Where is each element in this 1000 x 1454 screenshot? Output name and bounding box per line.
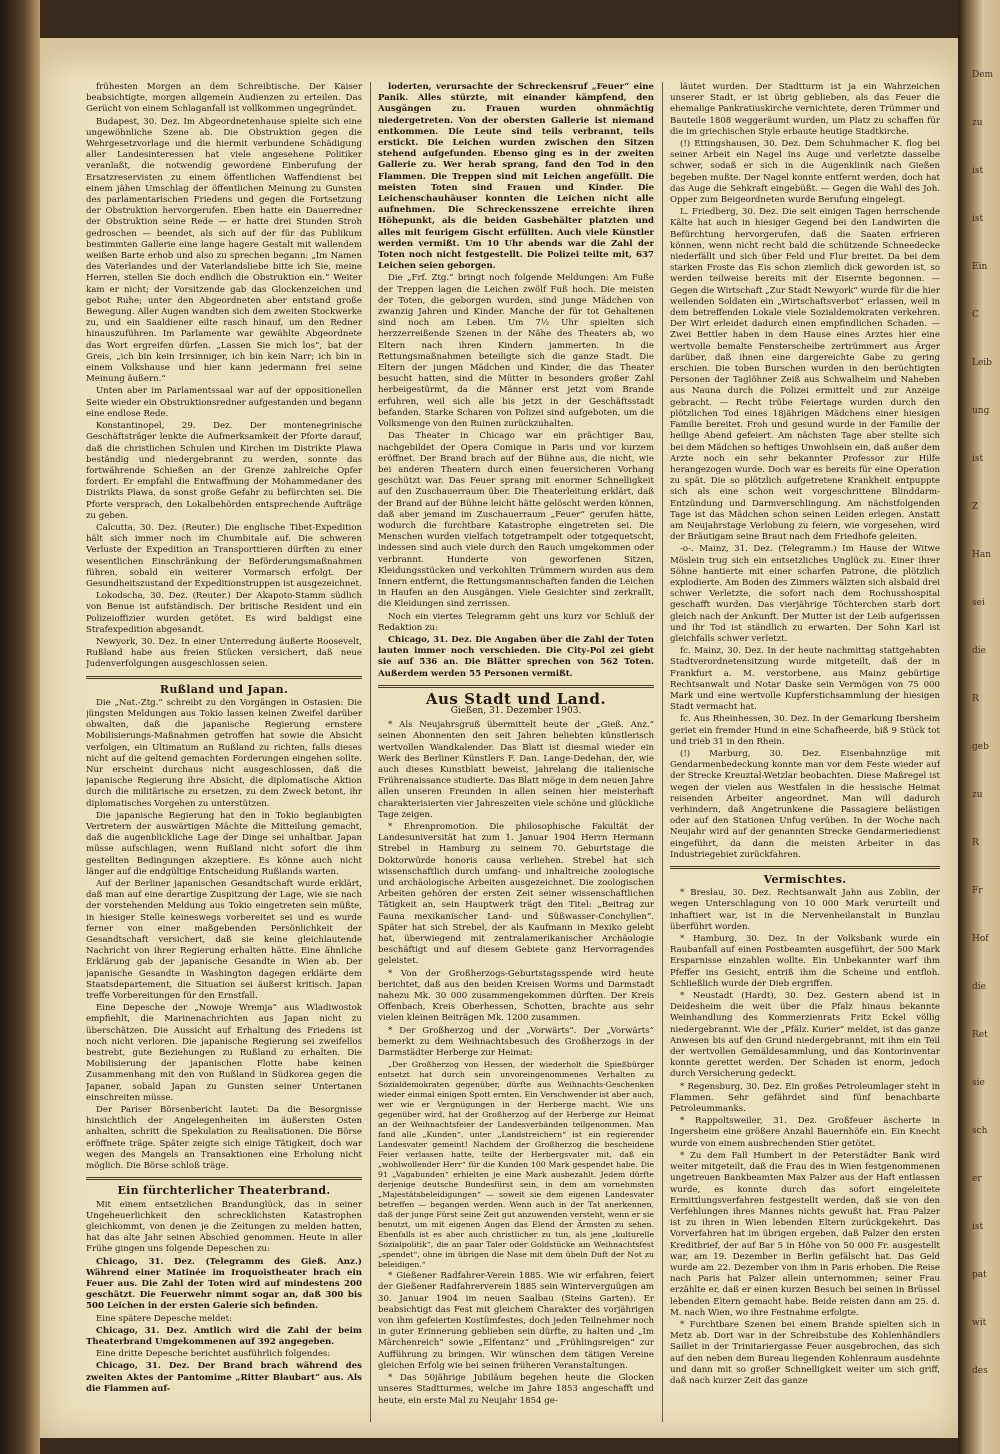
article-mainz-1: -o-. Mainz, 31. Dez. (Telegramm.) Im Hause der Witwe Möslein trug sich ein entsetzliches Unglück zu. Einer ihrer Söhne hantierte mit einer scharfen Patrone, die plötzlich explodierte. Am Boden des Zimmers wälzten sich alsbald drei schwer Verletzte, die sofort nach dem Rochusshospital geschafft wurden. Das vierjährige Töchterchen starb dort gleich nach der Ankunft. Der Mutter ist der Leib aufgerissen und ihr Tod ist ständlich zu erwarten. Der Sohn Karl ist gleichfalls schwer verletzt. — [670, 544, 940, 644]
article-marburg: (!) Marburg, 30. Dez. Eisenbahnzüge mit Gendarmenbedeckung konnte man vor dem Feste wieder auf der Strecke Kreuztal-Wetzlar beobachten. Diese Maßregel ist wegen der vielen aus Westfalen in die hessische Heimat reisenden Arbeiter angeordnet. Man will dadurch verhindern, daß Angetrunkene die Passagiere belästigen oder auf den Stationen Unfug verüben. In der Woche nach Neujahr wird auf der genannten Strecke Gendarmeriedienst eingeführt, da dann die meisten Arbeiter in das Industriegebiet zurückfahren. — [670, 748, 940, 860]
article-rheinhessen: fc. Aus Rheinhessen, 30. Dez. In der Gemarkung Ibersheim geriet ein fremder Hund in eine Schafheerde, biß 9 Stück tot und trieb 31 in den Rhein. — [670, 714, 940, 747]
headline-vermischtes: Vermischtes. — [763, 873, 847, 887]
edge-text-fragment: sei — [972, 598, 985, 608]
column-1 — [86, 82, 362, 1422]
edge-text-fragment: Hof — [972, 934, 989, 944]
edge-text-fragment: Ret — [972, 1030, 988, 1040]
edge-text-fragment: wit — [972, 1318, 987, 1328]
article-hamburg: * Hamburg, 30. Dez. In der Volksbank wurde ein Raubanfall auf einen Postbeamten ausgeführt, der 500 Mark Ersparnisse einzahlen wollte. Ein Unbekannter warf ihm Pfeffer ins Gesicht, entriß ihm die Scheine und entfloh. Schließlich wurde der Dieb ergriffen. — [670, 934, 940, 989]
edge-text-fragment: Dem — [972, 70, 994, 80]
edge-text-fragment: C — [972, 310, 979, 320]
edge-text-fragment: geb — [972, 742, 989, 752]
headline-theater-fire: Ein fürchterlicher Theaterbrand. — [117, 1184, 331, 1198]
article-vorwaerts: * Der Großherzog und der „Vorwärts“. Der „Vorwärts“ bemerkt zu dem Weihnachtsbesuch des Großherzogs in der Darmstädter Herberge zur Heimat: — [378, 1025, 654, 1059]
edge-text-fragment: des — [972, 1366, 988, 1376]
section-divider — [670, 866, 940, 869]
telegram-chicago-4: Chicago, 31. Dez. Die Angaben über die Zahl der Toten lauten immer noch verschieden. Die City-Pol zei giebt sie auf 536 an. Die Blätter sprechen von 562 Toten. Außerdem werden 55 Personen vermißt. — [378, 634, 654, 679]
edge-text-fragment: ist — [972, 166, 984, 176]
telegram-chicago-1: Chicago, 31. Dez. (Telegramm des Gieß. Anz.) Während einer Matinée im Iroquoistheater brach ein Feuer aus. Die Zahl der Toten wird auf mindestens 200 geschätzt. Die Feuerwehr nimmt sogar an, daß 300 bis 500 Leichen in der ersten Galerie sich befinden. — [86, 1256, 362, 1312]
telegram-chicago-2: Chicago, 31. Dez. Amtlich wird die Zahl der beim Theaterbrand Umgekommenen auf 392 angegeben. — [86, 1325, 362, 1347]
article-mainz-2: fc. Mainz, 30. Dez. In der heute nachmittag stattgehabten Stadtverordnetensitzung wurde mitgeteilt, daß der in Frankfurt a. M. verstorbene, aus Mainz gebürtige Rechtsanwalt und Notar Daske sein Vermögen von 75 000 Mark und eine wertvolle Kupferstichsammlung der hiesigen Stadt vermacht hat. — [670, 646, 940, 713]
edge-text-fragment: ist — [972, 214, 984, 224]
section-divider — [86, 676, 362, 679]
edge-text-fragment: er — [972, 1174, 982, 1184]
edge-text-fragment: zu — [972, 790, 983, 800]
edge-text-fragment: Han — [972, 550, 992, 560]
column-rule — [662, 82, 663, 1422]
article-budapest-cont: Unten aber im Parlamentssaal war auf der oppositionellen Seite wieder ein Obstruktionsredner aufgestanden und begann eine endlose Rede. — [86, 386, 362, 419]
article-friedberg: L. Friedberg, 30. Dez. Die seit einigen Tagen herrschende Kälte hat auch in hiesiger Gegend bei den Landwirten die Befürchtung hervorgerufen, daß die Saaten erfrieren können, wenn nicht recht bald die schützende Schneedecke niederfällt und sich über Feld und Flur breitet. Da bei dem starken Froste das Eis schon ziemlich dick geworden ist, so werden teilweise bereits mit der Eisernte begonnen. — Gegen die Wirtschaft „Zur Stadt Newyork“ wurde für die hier weilenden Soldaten ein „Wirtschaftsverbot“ erlassen, weil in dem betreffenden Lokale viele Sozialdemokraten verkehren. Der Wirt erleidet dadurch einen empfindlichen Schaden. — Zwei Bettler haben in dem Hause eines Arztes hier eine wertvolle bemalte Fensterscheibe zertrümmert aus Ärger darüber, daß ihnen eine dargereichte Gabe zu gering erschien. Die toben Burschen wurden in den berüchtigten Personen der Taglöhner Zeiß aus Schwalheim und Naheben aus Nauna durch die Polizei ermittelt und zur Anzeige gebracht. — Recht trübe Feiertage wurden durch den plötzlichen Tod eines 18jährigen Mädchens einer hiesigen Familie bereitet. Froh und gesund wurde in der Familie der heilige Abend gefeiert. Am nächsten Tage aber stellte sich bei dem Mädchen so heftiges Unwohlsein ein, daß außer dem Arzte noch ein sehr bekannter Professor zur Hilfe herangezogen wurde. Doch war es bereits für eine Operation zu spät. Die so plötzlich aufgetretene Krankheit entpuppte sich als eine schon weit vorgeschrittene Blinddarm-Entzündung und Darmverschlingung. Am nächstfolgenden Tage ist das Mädchen schon seinen Leiden erlegen. Anstatt am Neujahrstage Verlobung zu feiern, wie vorgesehen, wird der Bräutigam seine Braut nach dem Friedhofe geleiten. — [670, 207, 940, 543]
section-divider — [378, 685, 654, 688]
article-ehrenpromotion: * Ehrenpromotion. Die philosophische Fakultät der Landesuniversität hat zum 1. Januar 1904 Herrn Hermann Strebel in Hamburg zu seinem 70. Geburtstage die Doktorwürde honoris causa verliehen. Strebel hat sich wissenschaftlich durch umfang- und inhaltreiche zoologische und archäologische Arbeiten ausgezeichnet. Die zoologischen Arbeiten gehören der ersten Zeit seiner wissenschaftlichen Tätigkeit an, sein Hauptwerk trägt den Titel: „Beitrag zur Fauna mexikanischer Land- und Süßwasser-Conchylien“. Später hat sich Strebel, der als Kaufmann in Mexiko gelebt hat, überwiegend mit zentralamerikanischer Archäologie beschäftigt und auf diesem Gebiete ganz Hervorragendes geleistet. — [378, 822, 654, 967]
article-theater-desc: Das Theater in Chicago war ein prächtiger Bau, nachgebildet der Opera Comique in Paris und vor kurzem eröffnet. Der Brand brach auf der Bühne aus, die nicht, wie bei anderen Theatern durch einen feuersicheren Vorhang geschützt war. Das Feuer sprang mit enormer Schnelligkeit auf den Zuschauerraum über. Die Theaterleitung erklärt, daß der Brand auf der Bühne leicht hätte gelöscht werden können, daß aber jemand im Zuschauerraum „Feuer“ gerufen hätte, wodurch die furchtbare Katastrophe eingetreten sei. Die Menschen wurden vielfach totgetrampelt oder totgequetscht, indessen sind auch viele durch den Rauch umgekommen oder verbrannt. Hunderte von geworfenen Sitzen, Kleidungsstücken und verkohlten Trümmern wurden aus dem Innern entfernt, die Rettungsmannschaften fanden die Leichen in Haufen an den Ausgängen. Viele Gesichter sind zerkrallt, die Kleidungen sind zerrissen. — [378, 431, 654, 610]
column-2 — [378, 82, 654, 1422]
book-binding — [0, 0, 40, 1454]
column-3 — [670, 82, 940, 1422]
headline-stadt-land: Aus Stadt und Land. — [425, 689, 607, 708]
edge-text-fragment: ist — [972, 454, 984, 464]
edge-text-fragment: sie — [972, 1078, 985, 1088]
edge-text-fragment: Z — [972, 502, 979, 512]
edge-text-fragment: sch — [972, 1126, 988, 1136]
edge-text-fragment: R — [972, 838, 979, 848]
headline-russia-japan: Rußland und Japan. — [159, 682, 289, 696]
article-breslau: * Breslau, 30. Dez. Rechtsanwalt Jahn aus Zoblin, der wegen Unterschlagung von 10 000 Mark verurteilt und inhaftiert war, ist in die Nervenheilanstalt in Bunzlau überführt worden. — [670, 888, 940, 932]
edge-text-fragment: die — [972, 982, 986, 992]
article-frkf: Die „Frf. Ztg.“ bringt noch folgende Meldungen: Am Fuße der Treppen lagen die Leichen zwölf Fuß hoch. Die meisten der Toten, die geborgen wurden, sind junge Mädchen von zwanzig Jahren und Kinder. Manche der für tot Gehaltenen sind noch am Leben. Um 7½ Uhr spielten sich herzzerreißende Szenen in der Nähe des Theaters ab, wo Eltern nach ihren Kindern jammerten. In die Rettungsmaßnahmen beteiligte sich die ganze Stadt. Die Eltern der jungen Mädchen und Kinder, die das Theater besucht hatten, sind die Mütter in besonders großer Zahl herbeigestürmt, da die Männer erst jetzt vom Brande erfuhren, weil sich alle bis jetzt in der Geschäftsstadt befanden. Starke Scharen von Polizei sind aufgeboten, um die Volksmenge von den Ruinen zurückzuhalten. — [378, 273, 654, 430]
article-russia-p1: Die „Nat.-Ztg.“ schreibt zu den Vorgängen in Ostasien: Die jüngsten Meldungen aus Tokio lassen keinen Zweifel darüber obwalten, daß die japanische Regierung ernstere Mobilisierungs-Maßnahmen getroffen hat sowie die Absicht verfolgen, ein Ultimatum an Rußland zu richten, falls dieses nicht auf die geltend gemachten Forderungen eingehen sollte. Nur erscheint durchaus nicht ausgeschlossen, daß die japanische Regierung ihre Absicht, die diplomatische Aktion durch die militärische zu ersetzen, zu dem Zweck betont, ihr diplomatisches Vorgehen zu unterstützen. — [86, 697, 362, 809]
dateline: Gießen, 31. Dezember 1903. — [450, 705, 582, 716]
telegram-chicago-3: Chicago, 31. Dez. Der Brand brach während des zweiten Aktes der Pantomime „Ritter Blaubart“ aus. Als die Flammen auf- — [86, 1361, 362, 1394]
article-quote: „Der Großherzog von Hessen, der wiederholt die Spießbürger entsetzt hat durch sein unvoreingenommenes Verhalten zu Sozialdemokraten gegenüber, dürfte aus Weihnachts-Geschenken wieder einmal einigen Spott ernten. Ein Verschwender ist aber auch, wer wie er Vergnügungen in der Herberge macht. Wie uns gegenüber wird, hat der Großherzog auf der Herberge zur Heimat an der Weihnachtsfeier der Landesverbänden teilgenommen. Man fand alle „Kunden“, unter „Landstreichern“ ist ein regierender Landesvater gemeint! Nachdem der Großherzog die bescheidene Feier verlassen hatte, teilte der Herbergsvater mit, daß ein „wohlwollender Herr“ für die Kunden 100 Mark gespendet habe. Die 91 „Vagabunden“ erhielten je eine Mark ausbezahlt. Jedem dürfte derjenige deutsche Bundesfürst sein, in dem am vornehmsten „Majestätsbeleidigungen“ — soweit sie dem eigenen Landesvater betreffen — begangen werden. Wenn auch in der Tat anerkennen, daß der junge Fürst seine Zeit gut anzuwenden versteht, wenn er sie benutzt, um mit eigenen Augen das Elend der Ärmsten zu sehen. Ebenfalls ist es aber auch christlicher zu tun, als jene „kulturelle Sozialpolitik“, die an paar Taler oder Goldstücke am Weihnachtsfest „spendet“, ohne im übrigen die Nase mit dem übeln Duft der Not zu beleidigen.“ — [378, 1060, 654, 1270]
page-stain — [40, 38, 960, 78]
article-jubilaeum: * Das 50jährige Jubiläum begehen heute die Glocken unseres Stadtturmes, welche im Jahre 1853 angeschafft und heute, ein erste Mal zu Neujahr 1854 ge- — [378, 1373, 654, 1406]
article-russia-p2: Die japanische Regierung hat den in Tokio beglaubigten Vertretern der auswärtigen Mächte die Mitteilung gemacht, daß die augenblickliche Lage der Dinge sei unhaltbar. Japan müsse aufschlagen, wenn Rußland nicht sofort die ihm gestellten Bedingungen akzeptiere. Es könne auch nicht länger auf die endgültige Entscheidung Rußlands warten. — [86, 810, 362, 877]
edge-text-fragment: die — [972, 646, 986, 656]
edge-text-fragment: zu — [972, 118, 983, 128]
article-glocken-cont: läutet wurden. Der Stadtturm ist ja ein Wahrzeichen unserer Stadt, er ist übrig geblieben, als das Feuer die ehemalige Pankratiuskirche vernichtete, deren Trümmer und Bauteile 1808 weggeräumt wurden, um Platz zu schaffen für die im griechischen Style erbaute heutige Stadtkirche. — [670, 82, 940, 137]
article-szenen: * Furchtbare Szenen bei einem Brande spielten sich in Metz ab. Dort war in der Schreibstube des Kohlenhändlers Saillet in der Trinitariergasse Feuer ausgebrochen, das sich auf den neben dem Bureau liegenden Kohlenraum ausdehnte und dann mit so großer Schnelligkeit weiter um sich griff, daß nach kurzer Zeit das ganze — [670, 1319, 940, 1386]
article-rappoltsweiler: * Rappoltsweiler, 31. Dez. Großfeuer äscherte in Ingersheim eine größere Anzahl Bauernhöfe ein. Ein Knecht wurde von einem ausbrechenden Stier getötet. — [670, 1116, 940, 1149]
edge-text-fragment: Fr — [972, 886, 983, 896]
next-page-edge — [958, 0, 1000, 1454]
article-fire-cont: loderten, verursachte der Schreckensruf „Feuer“ eine Panik. Alles stürzte, mit einander kämpfend, den Ausgängen zu. Frauen wurden ohnmächtig niedergetreten. Von der obersten Gallerie ist niemand entkommen. Die Leute sind teils verbrannt, teils erstickt. Die Leichen wurden zwischen den Sitzen stehend aufgefunden. Ebenso ging es in der zweiten Gallerie zu. Wer herab sprang, fand den Tod in den Flammen. Die Treppen sind mit Leichen angefüllt. Die meisten Toten sind Frauen und Kinder. Die Leichenschauhäuser konnten die Leichen nicht alle aufnehmen. Die Schreckensszene erreichte ihren Höhepunkt, als die beiden Gasbehälter platzten und alles mit feurigem Gischt erfüllten. Auch viele Künstler werden vermißt. Um 10 Uhr abends war die Zahl der Toten noch nicht festgestellt. Die Polizei teilte mit, 637 Leichen seien geborgen. — [378, 82, 654, 272]
edge-text-fragment: Ein — [972, 262, 988, 272]
article-budapest: Budapest, 30. Dez. Im Abgeordnetenhause spielte sich eine ungewöhnliche Szene ab. Die Obstruktion gegen die Wehrgesetzvorlage und die hiermit verbundene Schädigung aller Landesinteressen hat viele angesehene Politiker veranlaßt, die notwendig gewordene Einberufung der Ersatzreservisten zu einem öffentlichen Waffendienst bei einem jähen Umschlag der öffentlichen Meinung zu Gunsten des parlamentarischen Friedens und gegen die Fortsetzung der Obstruktion hervorgerufen. Eben hatte ein Dauerredner der Obstruktion seine Rede — er hatte drei Stunden Stroh gedroschen — beendet, als sich auf der für das Publikum bestimmten Gallerie eine lange hagere Gestalt mit wallendem weißen Barte erhob und also zu sprechen begann: „Im Namen des Vaterlandes und der Vaterlandsliebe bitte ich Sie, meine Herren, stellen Sie doch endlich die Obstruktion ein.“ Weiter kam er nicht; der Vorsitzende gab das Glockenzeichen und gebot Ruhe; unter den Abgeordneten aber entstand große Bewegung. Aller Augen wandten sich dem zweiten Stockwerke zu, und ein Saaldiener eilte rasch hinauf, um den Redner hinauszuführen. Im Parlamente war gewählte Abgeordnete das Wort ergreifen dürfen. „Lassen Sie mich los“, bat der Greis, „ich bin kein Irrsinniger, ich bin kein Narr; ich bin in einem Volkshause und hier kann jedermann frei seine Meinung äußern.“ — [86, 116, 362, 385]
telegram-note: Eine spätere Depesche meldet: — [96, 1313, 232, 1324]
article-calcutta: Calcutta, 30. Dez. (Reuter.) Die englische Tibet-Expedition hält sich immer noch im Chumbitale auf. Die schweren Verluste der Expedition an Transporttieren dürften zu einer wesentlichen Einschränkung der Beförderungsmaßnahmen führen, sobald ein weiterer Vormarsch erfolgt. Der Gesundheitszustand der Expeditionstruppen ist ausgezeichnet. — [86, 522, 362, 589]
telegram-note: Noch ein viertes Telegramm geht uns kurz vor Schluß der Redaktion zu: — [378, 611, 654, 633]
edge-text-fragment: pat — [972, 1270, 987, 1280]
article-neujahr: * Als Neujahrsgruß übermittelt heute der „Gieß. Anz.“ seinen Abonnenten den seit Jahren beliebten künstlerisch wertvollen Wandkalender. Das Blatt ist diesmal wieder ein Werk des Berliner Künstlers F. Dan. Lange-Dedehan, der, wie auch dieses Kunstblatt beweist, jahrelang die italienische Frührenaissance studierte. Das Blatt möge in dem neuen Jahre allen unseren Freunden in allen seinen hier meisterhaft charakterisierten vier Jahreszeiten viele schöne und glückliche Tage zeigen. — [378, 720, 654, 820]
article-ettingshausen: (!) Ettingshausen, 30. Dez. Dem Schuhmacher K. flog bei seiner Arbeit ein Nagel ins Auge und verletzte dasselbe schwer, sodaß er sich in die Augenklinik nach Gießen begeben mußte. Der Nagel konnte entfernt werden, doch hat das Auge die Sehkraft eingebüßt. — Gegen die Wahl des Joh. Opper zum Beigeordneten wurde Berufung eingelegt. — [670, 139, 940, 206]
edge-text-fragment: ung — [972, 406, 990, 416]
article-theater-p1: Mit einem entsetzlichen Brandunglück, das in seiner Ungeheuerlichkeit den schrecklichsten Katastrophen gleichkommt, von denen je die Zeitungen zu melden hatten, hat das alte Jahr seinen Abschied genommen. Heute in aller Frühe gingen uns folgende Depeschen zu: — [86, 1199, 362, 1255]
article-russia-p4: Eine Depesche der „Nowoje Wremja“ aus Wladiwostok empfiehlt, die Marinenachrichten aus Japan nicht zu überschätzen. Die Aussicht auf Erhaltung des Friedens ist noch nicht verloren. Die japanische Regierung sei zweifellos bestrebt, gute Beziehungen zu Rußland zu erhalten. Die Mobilisierung der japanischen Flotte habe keinen Zusammenhang mit den von Rußland in Südkorea gegen die Japaner, sobald Japan zu Gunsten seiner Untertanen einschreiten müsse. — [86, 1003, 362, 1103]
article-text: frühesten Morgen an dem Schreibtische. Der Kaiser beabsichtigte, morgen allgemein Audienzen zu erteilen. Das Gerücht von einem Schlaganfall ist vollkommen ungegründet. — [86, 82, 362, 115]
telegram-note: Eine dritte Depesche berichtet ausführlich folgendes: — [96, 1349, 331, 1360]
section-divider — [86, 1177, 362, 1180]
article-russia-p5: Der Pariser Börsenbericht lautet: Da die Besorgnisse hinsichtlich der Angelegenheiten im äußersten Osten anhalten, schritt die Spekulation zu Realisationen. Die Börse eröffnete träge. Später zeigte sich einige Tätigkeit, doch war wegen des Mangels an Transaktionen eine Erholung nicht möglich. Die Börse schloß träge. — [86, 1105, 362, 1172]
edge-text-fragment: R — [972, 694, 979, 704]
article-konstantinopel: Konstantinopel, 29. Dez. Der montenegrinische Geschäftsträger lenkte die Aufmerksamkeit der Pforte darauf, daß die christlichen Schulen und Kirchen im Distrikte Plawa beständig und niedergebrannt zu werden, sonnte das fortwährende Schießen an der Grenze zahlreiche Opfer fordert. Er empfahl die Entwaffnung der Mohammedaner des Distrikts Plawa, da sonst große Gefahr zu befürchten sei. Die Pforte versprach, den Lokalbehörden entsprechende Aufträge zu geben. — [86, 421, 362, 521]
newspaper-page — [40, 38, 960, 1438]
article-stiftung: * Von der Großherzogs-Geburtstagsspende wird heute berichtet, daß aus den beiden Kreisen Worms und Darmstadt nahezu Mk. 30 000 zusammengekommen dürften. Der Kreis Offenbach, Kreis Oberhessen, Schotten, brachte aus sehr vielen kleinen Beiträgen Mk. 1200 zusammen. — [378, 968, 654, 1024]
article-russia-p3: Auf der Berliner japanischen Gesandtschaft wurde erklärt, daß man auf eine derartige Zuspitzung der Lage, wie sie nach der vorstehenden Meldung aus Tokio eingetreten sein müßte, in hiesiger Stelle keineswegs vorbereitet sei und es wurde ferner von einer maßgebenden Persönlichkeit der Gesandtschaft versichert, daß sie keine gleichlautende Nachricht von ihrer Regierung erhalten hätte. Eine ähnliche Erklärung gab der japanische Gesandte in Wien ab. Der japanische Gesandte in Washington dagegen erklärte dem Staatsdepartement, die Situation sei äußerst kritisch. Japan treffe Vorbereitungen für den Ernstfall. — [86, 879, 362, 1002]
edge-text-fragment: Leib — [972, 358, 992, 368]
article-regensburg: * Regensburg, 30. Dez. Ein großes Petroleumlager steht in Flammen. Sehr gefährdet sind fünf benachbarte Petroleummanks. — [670, 1081, 940, 1115]
article-newyork: Newyork, 30. Dez. In einer Unterredung äußerte Roosevelt, Rußland habe aus freien Stücken versichert, daß neue Judenverfolgungen ausgeschlossen seien. — [86, 636, 362, 670]
article-lokodscha: Lokodscha, 30. Dez. (Reuter.) Der Akapoto-Stamm südlich von Benue ist aufständisch. Der britische Resident und ein Polizeioffizier wurden getötet. Es wird baldigst eine Strafexpedition abgesandt. — [86, 591, 362, 635]
article-bankfall: * Zu dem Fall Humbert in der Peterstädter Bank wird weiter mitgeteilt, daß die Frau des in Wien festgenommenen ungetreuen Bankbeamten Max Palzer aus der Haft entlassen wurde, es konnte durch das sofort eingeleitete Ermittlungsverfahren festgestellt werden, daß sie von den Verfehlungen ihres Mannes nichts gewußt hat. Frau Palzer ist zu ihren in Wien lebenden Eltern zurückgekehrt. Das Vorverfahren hat im übrigen ergeben, daß Palzer den ersten Kreditbrief, der auf Bar 5 in Höhe von 50 000 Fr. ausgestellt war, am 19. Dezember in Berlin gefälscht hat. Das Geld wurde am 22. Dezember von ihm in Paris erhoben. Die Reise nach Paris hat Palzer allein unternommen; seiner Frau erzählte er, daß er einen kurzen Besuch bei seinen in Brüssel lebenden Eltern gemacht habe. Beide reisten dann am 25. d. M. nach Wien, wo ihre Festnahme erfolgte. — [670, 1150, 940, 1318]
article-radfahrer: * Gießener Radfahrer-Verein 1885. Wie wir erfahren, feiert der Gießener Radfahrerverein 1885 sein Winterverguügen am 30. Januar 1904 im neuen Saalbau (Steins Garten). Er beabsichtigt das Fest mit gleichem Charakter des vorjährigen von ihm gefeierten Kostümfestes, doch jeden Teilnehmer noch in guter Erinnerung geblieben sein dürfte, zu halten und „Im Märchenreich“ sowie „Elfentanz“ und „Frühlingsreigen“ zur Aufführung zu bringen. Wir wünschen dem tätigen Vereine gleichen Erfolg wie bei seinen früheren Veranstaltungen. — [378, 1271, 654, 1371]
article-neustadt: * Neustadt (Hardt), 30. Dez. Gestern abend ist in Deidesheim die weit über die Pfalz hinaus bekannte Weinhandlung des Kommerzienrats Fritz Eckel völlig niedergebrannt. Wie der „Pfälz. Kurier“ meldet, ist das ganze Anwesen bis auf den Grund niedergebrannt, mit ihm ein Teil der wertvollen Gemäldesammlung, und das Kontorinventar konnte gerettet werden. Der Schaden ist enorm, jedoch durch Versicherung gedeckt. — [670, 991, 940, 1080]
edge-text-fragment: ist — [972, 1222, 984, 1232]
column-rule — [370, 82, 371, 1422]
